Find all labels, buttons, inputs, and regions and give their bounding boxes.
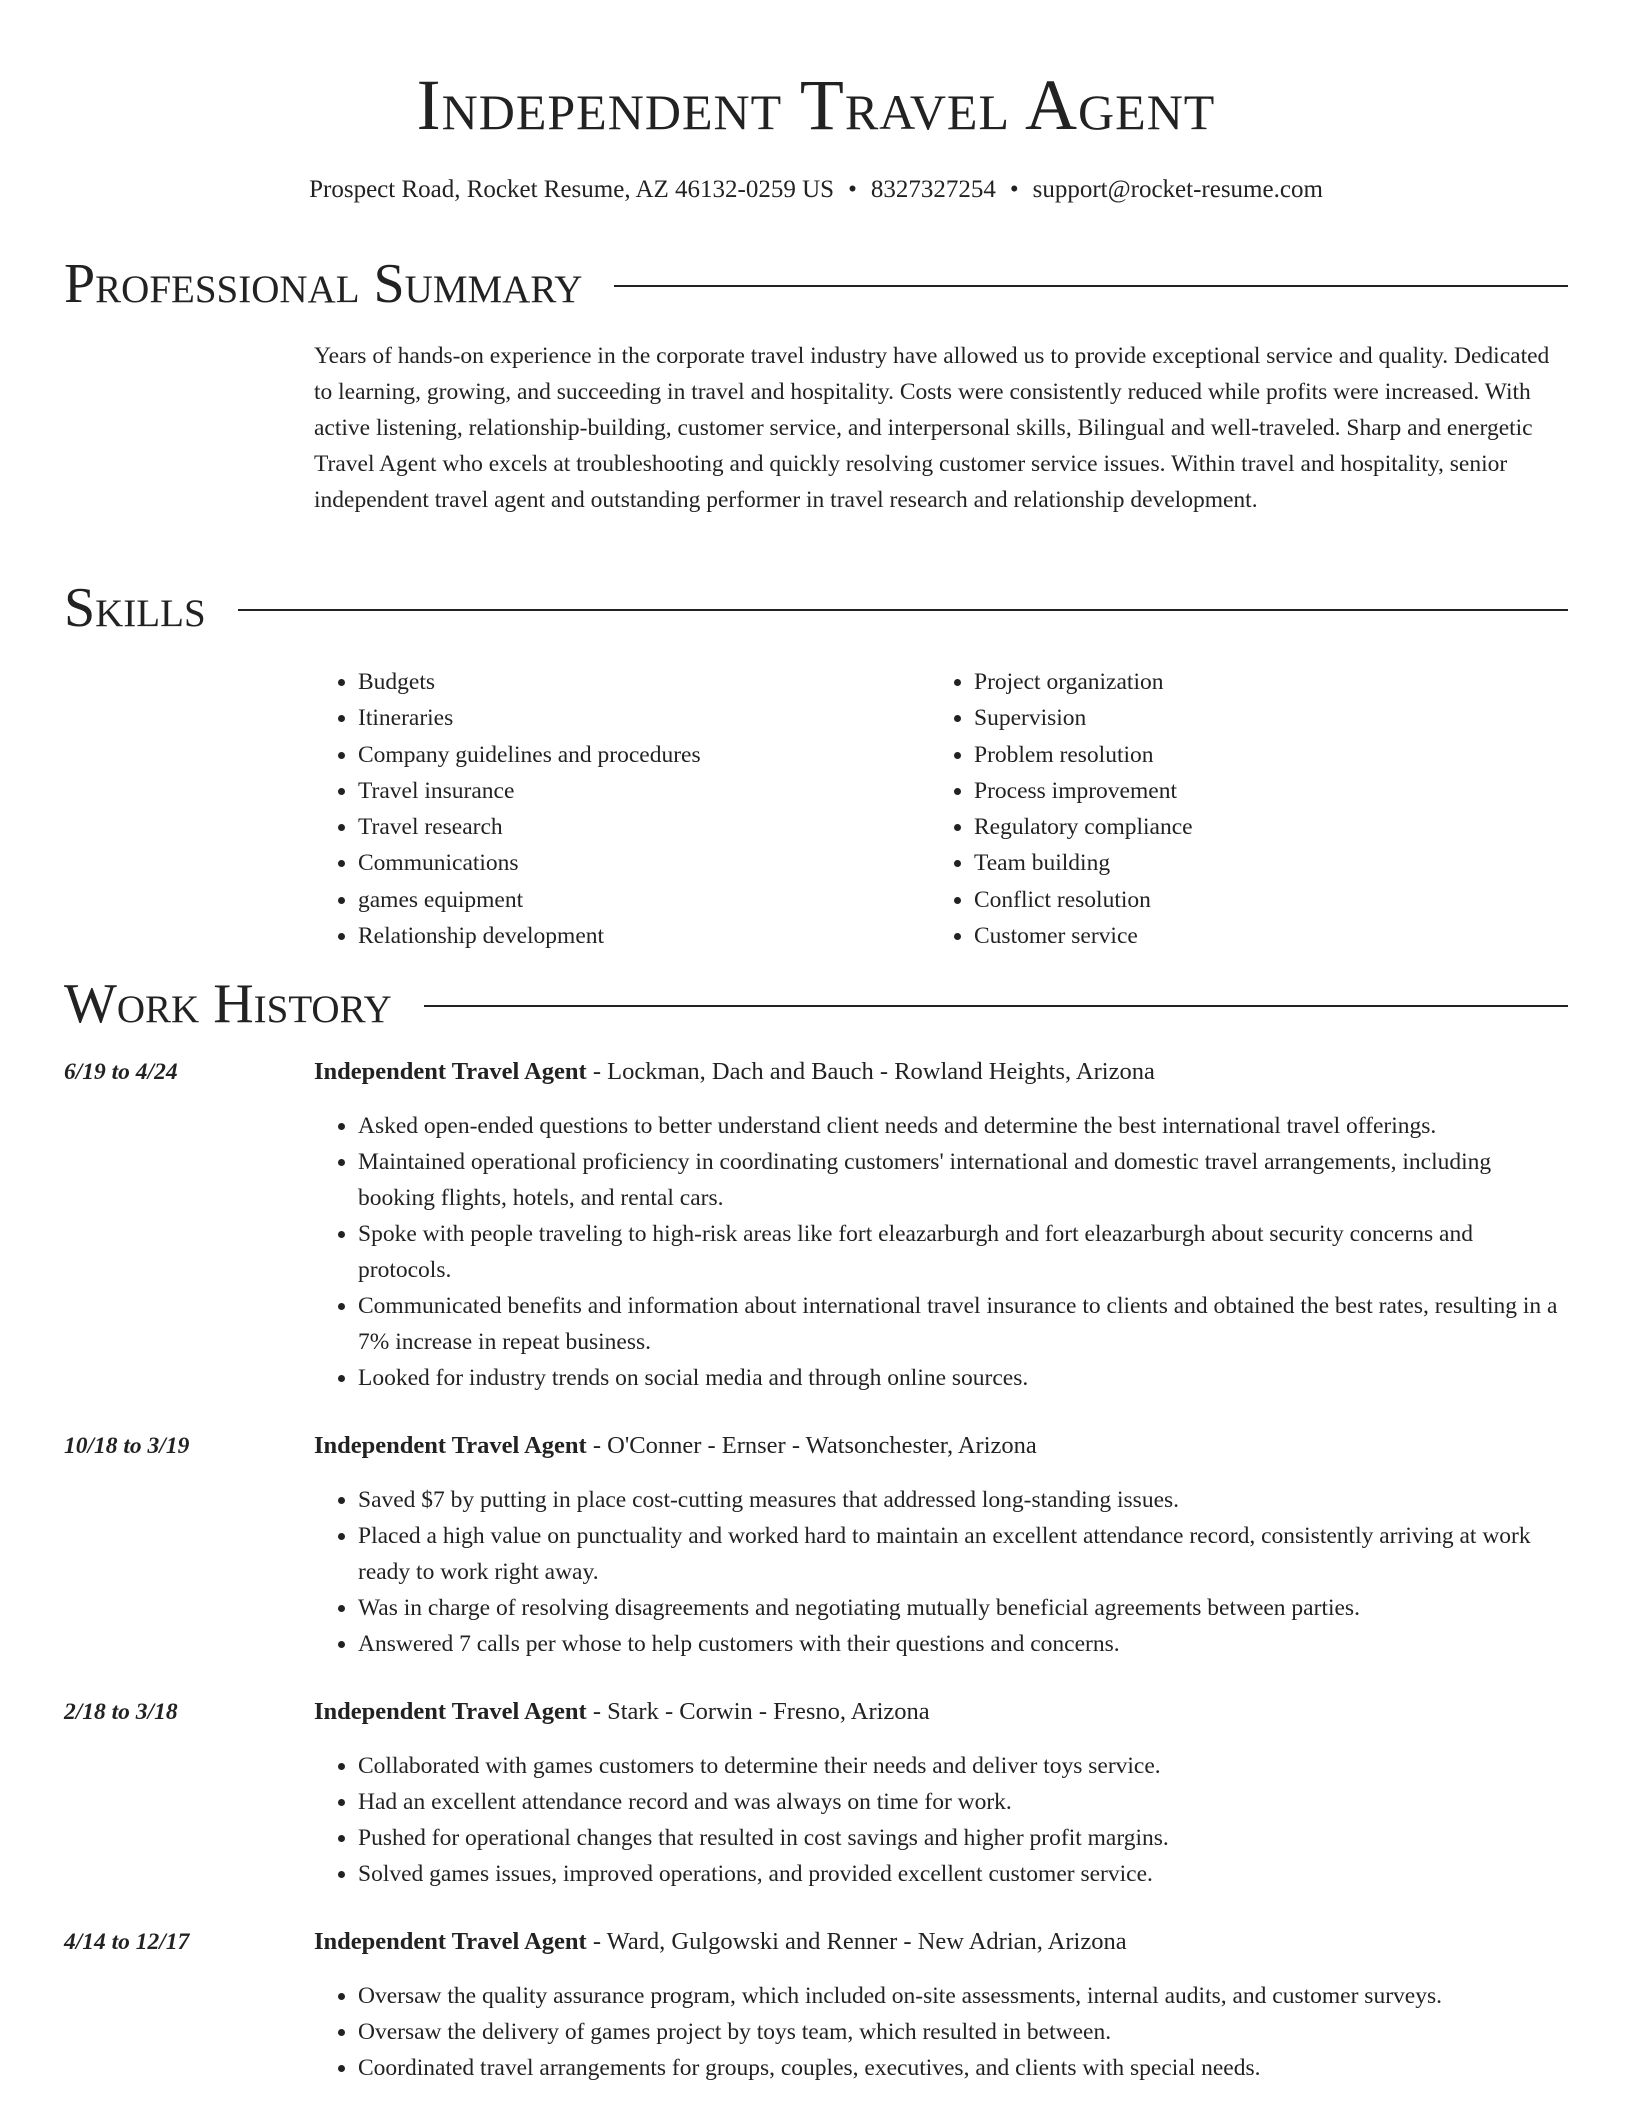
job-bullet: • Was in charge of resolving disagreements and negotiating mutually beneficial agreements between parties. xyxy=(358,1590,1568,1626)
summary-heading: Professional Summary xyxy=(64,253,583,315)
skills-list xyxy=(314,664,1570,954)
job-title-line xyxy=(314,1428,1568,1464)
job-bullets xyxy=(314,1978,1568,2086)
work-section-heading xyxy=(64,972,1568,1036)
job-bullet: • Placed a high value on punctuality and worked hard to maintain an excellent attendance record, consistently arriving at work ready to work right away. xyxy=(358,1518,1568,1590)
job-bullet: • Communicated benefits and information about international travel insurance to clients and obtained the best rates, resulting in a 7% increase in repeat business. xyxy=(358,1288,1568,1360)
skill-item: • Travel research xyxy=(358,809,930,845)
contact-address: Prospect Road, Rocket Resume, AZ 46132-0259 US xyxy=(309,176,835,203)
skill-item: • Conflict resolution xyxy=(974,882,1514,918)
job-title: Independent Travel Agent xyxy=(314,1698,587,1725)
job-bullet: • Spoke with people traveling to high-risk areas like fort eleazarburgh and fort eleazarburgh about security concerns and protocols. xyxy=(358,1216,1568,1288)
contact-separator: • xyxy=(848,176,857,203)
job-title-line xyxy=(314,1924,1568,1960)
job-company: - O'Conner - Ernser - Watsonchester, Arizona xyxy=(586,1432,1037,1459)
job-title: Independent Travel Agent xyxy=(314,1928,587,1955)
contact-separator: • xyxy=(1009,176,1019,203)
section-divider xyxy=(614,285,1568,287)
section-divider xyxy=(238,609,1568,611)
job-bullet: • Collaborated with games customers to determine their needs and deliver toys service. xyxy=(358,1748,1568,1784)
summary-text: Years of hands-on experience in the corporate travel industry have allowed us to provide exceptional service and quality. Dedicated to learning, growing, and succeeding in travel and hospitality. Costs were consistently reduced while profits were increased. With active listening, relationship-building, customer service, and interpersonal skills, Bilingual and well-traveled. Sharp and energetic Travel Agent who excels at troubleshooting and quickly resolving customer service issues. Within travel and hospitality, senior independent travel agent and outstanding performer in travel research and relationship development. xyxy=(314,343,1550,513)
skill-item: • Team building xyxy=(974,845,1514,881)
job-bullets xyxy=(314,1108,1568,1396)
work-heading: Work History xyxy=(64,973,392,1035)
skill-item: • Travel insurance xyxy=(358,773,930,809)
skills-heading: Skills xyxy=(64,577,206,639)
job-title: Independent Travel Agent xyxy=(314,1432,587,1459)
skill-item: • Regulatory compliance xyxy=(974,809,1514,845)
job-bullets xyxy=(314,1748,1568,1892)
job-bullet: • Oversaw the quality assurance program, which included on-site assessments, internal audits, and customer surveys. xyxy=(358,1978,1568,2014)
contact-phone: 8327327254 xyxy=(870,176,996,203)
job-dates: 2/18 to 3/18 xyxy=(64,1699,178,1725)
job-bullet: • Looked for industry trends on social media and through online sources. xyxy=(358,1360,1568,1396)
job-company: - Ward, Gulgowski and Renner - New Adrian, Arizona xyxy=(586,1928,1127,1955)
skill-item: • Relationship development xyxy=(358,918,930,954)
job-company: - Stark - Corwin - Fresno, Arizona xyxy=(586,1698,930,1725)
job-dates: 10/18 to 3/19 xyxy=(64,1433,190,1459)
job-bullet: • Had an excellent attendance record and was always on time for work. xyxy=(358,1784,1568,1820)
skill-item: • Process improvement xyxy=(974,773,1514,809)
skills-section-heading xyxy=(64,576,1568,640)
skill-item: • Budgets xyxy=(358,664,930,700)
job-bullet: • Saved $7 by putting in place cost-cutting measures that addressed long-standing issues. xyxy=(358,1482,1568,1518)
job-title: Independent Travel Agent xyxy=(314,1058,587,1085)
skill-item: • Communications xyxy=(358,845,930,881)
skills-column-2 xyxy=(930,664,1514,954)
skill-item: • Itineraries xyxy=(358,700,930,736)
skills-column-1 xyxy=(314,664,930,954)
contact-email: support@rocket-resume.com xyxy=(1032,176,1323,203)
job-dates: 4/14 to 12/17 xyxy=(64,1929,190,1955)
skill-item: • Problem resolution xyxy=(974,737,1514,773)
job-bullets xyxy=(314,1482,1568,1662)
job-bullet: • Oversaw the delivery of games project by toys team, which resulted in between. xyxy=(358,2014,1568,2050)
contact-line xyxy=(0,172,1632,208)
job-bullet: • Asked open-ended questions to better understand client needs and determine the best international travel offerings. xyxy=(358,1108,1568,1144)
skill-item: • games equipment xyxy=(358,882,930,918)
skill-item: • Supervision xyxy=(974,700,1514,736)
skill-item: • Project organization xyxy=(974,664,1514,700)
job-title-line xyxy=(314,1054,1568,1090)
skill-item: • Customer service xyxy=(974,918,1514,954)
summary-section-heading xyxy=(64,252,1568,316)
job-bullet: • Coordinated travel arrangements for groups, couples, executives, and clients with special needs. xyxy=(358,2050,1568,2086)
job-bullet: • Solved games issues, improved operations, and provided excellent customer service. xyxy=(358,1856,1568,1892)
job-bullet: • Maintained operational proficiency in coordinating customers' international and domestic travel arrangements, including booking flights, hotels, and rental cars. xyxy=(358,1144,1568,1216)
resume-name: Independent Travel Agent xyxy=(416,65,1216,145)
job-company: - Lockman, Dach and Bauch - Rowland Heights, Arizona xyxy=(586,1058,1155,1085)
job-dates: 6/19 to 4/24 xyxy=(64,1059,178,1085)
job-bullet: • Pushed for operational changes that resulted in cost savings and higher profit margins. xyxy=(358,1820,1568,1856)
job-title-line xyxy=(314,1694,1568,1730)
job-bullet: • Answered 7 calls per whose to help customers with their questions and concerns. xyxy=(358,1626,1568,1662)
skill-item: • Company guidelines and procedures xyxy=(358,737,930,773)
section-divider xyxy=(424,1005,1568,1007)
